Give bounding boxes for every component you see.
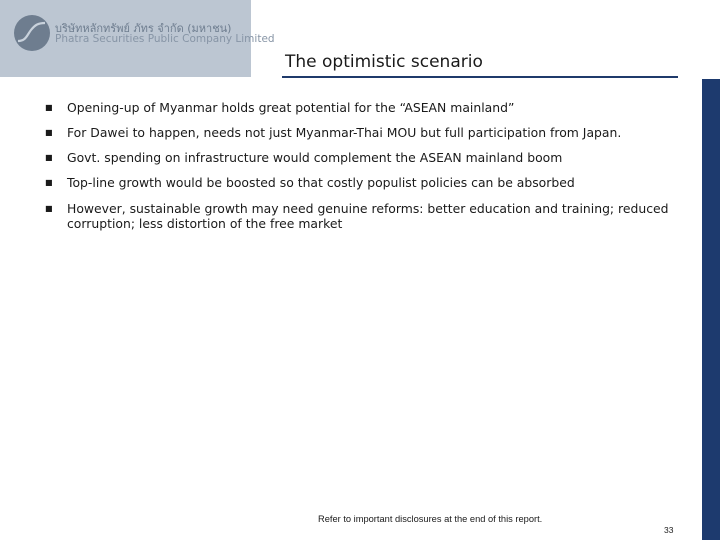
bullet-text: Top-line growth would be boosted so that costly populist policies can be absorbed — [67, 175, 575, 190]
bullet-item — [45, 201, 685, 231]
company-logo-mark-icon — [12, 13, 52, 53]
bullet-text: Opening-up of Myanmar holds great potential for the “ASEAN mainland” — [67, 100, 515, 115]
square-bullet-icon: ■ — [45, 103, 53, 112]
bullet-item — [45, 100, 685, 115]
bullet-text: Govt. spending on infrastructure would complement the ASEAN mainland boom — [67, 150, 563, 165]
company-name-thai: บริษัทหลักทรัพย์ ภัทร จำกัด (มหาชน) — [55, 22, 232, 35]
square-bullet-icon: ■ — [45, 128, 53, 137]
square-bullet-icon: ■ — [45, 204, 53, 213]
company-name-english: Phatra Securities Public Company Limited — [55, 33, 275, 45]
bullet-item — [45, 125, 685, 140]
title-underline — [282, 76, 678, 78]
bullet-text: However, sustainable growth may need genuine reforms: better education and training; reduced corruption; less distortion of the free market — [67, 201, 669, 231]
company-logo — [0, 0, 275, 77]
bullet-text: For Dawei to happen, needs not just Myanmar-Thai MOU but full participation from Japan. — [67, 125, 622, 140]
page-number: 33 — [664, 525, 674, 535]
disclosure-note: Refer to important disclosures at the end of this report. — [318, 514, 543, 524]
bullet-item — [45, 175, 685, 190]
square-bullet-icon: ■ — [45, 153, 53, 162]
bullet-item — [45, 150, 685, 165]
slide-title: The optimistic scenario — [285, 52, 483, 72]
bullet-list — [45, 100, 685, 231]
square-bullet-icon: ■ — [45, 178, 53, 187]
side-accent-bar — [702, 79, 720, 540]
